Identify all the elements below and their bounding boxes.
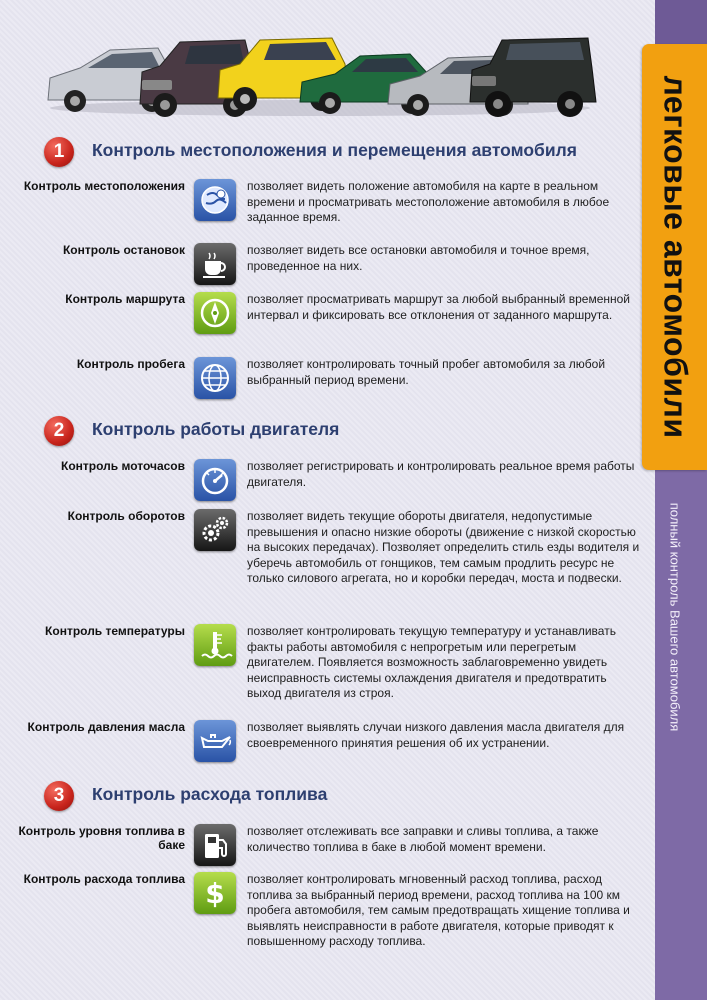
section-title: Контроль расхода топлива	[92, 784, 328, 804]
feature-description: позволяет контролировать точный пробег автомобиля за любой выбранный период времени.	[247, 357, 606, 387]
feature-description: позволяет видеть текущие обороты двигателя, недопустимые превышения и опасно низкие обороты (движение с низкой скоростью на высоких передачах). Позволяет определить стиль езды водителя и уберечь автомобиль от гонщиков, тем самым продлить ресурс не только силового агрегата, но и коробки передач, моста и подвески.	[247, 509, 640, 586]
section-title: Контроль работы двигателя	[92, 419, 340, 439]
compass-icon	[194, 292, 236, 334]
coolant-temperature-icon	[194, 624, 236, 666]
feature-label: Контроль пробега	[76, 357, 185, 371]
fuel-pump-icon	[194, 824, 236, 866]
clock-gauge-icon	[194, 459, 236, 501]
globe-icon	[194, 357, 236, 399]
feature-description: позволяет выявлять случаи низкого давления масла двигателя для своевременного принятия решения об их устранении.	[247, 720, 625, 750]
category-title: легковые автомобили	[657, 75, 693, 439]
gears-icon	[194, 509, 236, 551]
feature-label: Контроль расхода топлива	[23, 872, 185, 886]
globe-location-icon	[194, 179, 236, 221]
section-title: Контроль местоположения и перемещения автомобиля	[92, 140, 577, 160]
feature-label: Контроль температуры	[45, 624, 185, 638]
feature-description: позволяет контролировать мгновенный расход топлива, расход топлива за выбранный период времени, расход топлива на 100 км пробега автомобиля, тем самым предотвращать хищение топлива и выявлять неисправности в работе двигателя, которые приводят к повышенному расходу топлива.	[247, 872, 630, 949]
feature-description: позволяет регистрировать и контролировать реальное время работы двигателя.	[247, 459, 635, 489]
category-tab	[642, 44, 707, 470]
feature-label: Контроль маршрута	[65, 292, 185, 306]
feature-description: позволяет видеть все остановки автомобиля и точное время, проведенное на них.	[247, 243, 590, 273]
oil-can-icon	[194, 720, 236, 762]
section-number-badge: 1	[44, 137, 74, 167]
feature-description: позволяет просматривать маршрут за любой выбранный временной интервал и фиксировать все отклонения от заданного маршрута.	[247, 292, 631, 322]
feature-description: позволяет контролировать текущую температуру и устанавливать факты работы автомобиля с непрогретым или перегретым двигателем. Появляется возможность заблаговременно увидеть неисправность системы охлаждения двигателя и предотвратить выход двигателя из строя.	[247, 624, 616, 701]
dollar-sign-icon	[194, 872, 236, 914]
feature-label: Контроль давления масла	[27, 720, 185, 734]
section-number-badge: 2	[44, 416, 74, 446]
svg-text:$: $	[205, 877, 225, 910]
feature-description: позволяет видеть положение автомобиля на карте в реальном времени и просматривать местоположение автомобиля в любое заданное время.	[247, 179, 610, 225]
feature-label: Контроль местоположения	[23, 179, 185, 193]
cars-banner-image	[40, 28, 600, 118]
feature-label: Контроль моточасов	[61, 459, 185, 473]
feature-label: Контроль уровня топлива в баке	[18, 824, 185, 852]
section-number-badge: 3	[44, 781, 74, 811]
sidebar-subtitle: полный контроль Вашего автомобиля	[667, 502, 683, 732]
coffee-cup-icon	[194, 243, 236, 285]
feature-description: позволяет отслеживать все заправки и сливы топлива, а также количество топлива в баке в любой момент времени.	[247, 824, 599, 854]
feature-label: Контроль оборотов	[67, 509, 185, 523]
sidebar-top-band	[655, 0, 707, 44]
feature-label: Контроль остановок	[62, 243, 185, 257]
